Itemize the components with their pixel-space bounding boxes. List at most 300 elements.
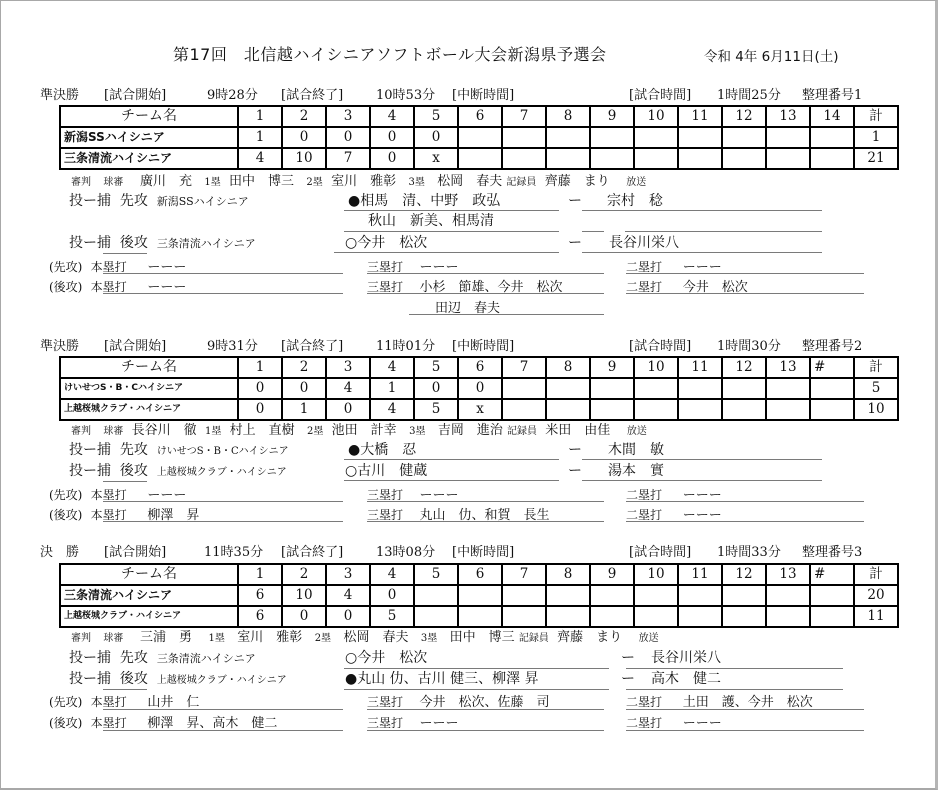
umpires-row bbox=[71, 173, 646, 191]
inning-header: 7 bbox=[502, 357, 546, 378]
inning-score bbox=[722, 399, 766, 420]
inning-score bbox=[810, 606, 854, 627]
inning-score bbox=[546, 606, 590, 627]
inning-score bbox=[458, 585, 502, 606]
third-base-umpire: 松岡 春夫 bbox=[437, 174, 503, 189]
inning-score bbox=[722, 585, 766, 606]
inning-score: 0 bbox=[238, 378, 282, 399]
table-row bbox=[60, 378, 898, 399]
inning-header: 10 bbox=[634, 106, 678, 127]
inning-score bbox=[590, 148, 634, 169]
total-column-header: 計 bbox=[854, 357, 898, 378]
team-column-header: チーム名 bbox=[60, 106, 238, 127]
game-round: 決 勝 bbox=[40, 545, 80, 560]
top-label: 先攻 bbox=[119, 650, 148, 666]
third-base-umpire: 田中 博三 bbox=[449, 630, 515, 645]
inning-score bbox=[678, 127, 722, 148]
inning-header: 13 bbox=[766, 106, 810, 127]
inning-score bbox=[502, 378, 546, 399]
inning-score bbox=[722, 127, 766, 148]
underline bbox=[367, 730, 604, 731]
inning-header: 9 bbox=[590, 357, 634, 378]
umpire-label: 審判 bbox=[71, 426, 91, 437]
inning-score bbox=[546, 585, 590, 606]
duration-value: 1時間25分 bbox=[717, 88, 781, 103]
inning-score: 10 bbox=[282, 585, 326, 606]
table-header-row bbox=[60, 564, 898, 585]
underline bbox=[103, 273, 343, 274]
inning-score bbox=[678, 378, 722, 399]
team-name: 上越桜城クラブ・ハイシニア bbox=[60, 399, 238, 420]
underline bbox=[344, 459, 559, 460]
duration-label: [試合時間] bbox=[629, 339, 692, 354]
total-score: 1 bbox=[854, 127, 898, 148]
underline bbox=[626, 689, 843, 690]
second-base-label: 2塁 bbox=[307, 426, 324, 437]
duration-label: [試合時間] bbox=[629, 88, 692, 103]
inning-score: 0 bbox=[326, 399, 370, 420]
inning-header: 12 bbox=[722, 564, 766, 585]
start-time: 11時35分 bbox=[204, 545, 264, 560]
underline bbox=[626, 521, 864, 522]
inning-header: 8 bbox=[546, 106, 590, 127]
home-runs: ーーー bbox=[147, 488, 187, 503]
home-runs: 山井 仁 bbox=[147, 695, 200, 710]
battery-bottom-row bbox=[69, 233, 256, 253]
umpires-row bbox=[71, 629, 659, 647]
battery-team: 上越桜城クラブ・ハイシニア bbox=[156, 675, 287, 686]
inning-score bbox=[810, 585, 854, 606]
inning-header: 14 bbox=[810, 106, 854, 127]
pause-label: [中断時間] bbox=[452, 545, 515, 560]
start-time: 9時28分 bbox=[207, 88, 258, 103]
inning-score bbox=[458, 606, 502, 627]
doubles-top bbox=[626, 691, 813, 710]
inning-header: # bbox=[810, 357, 854, 378]
second-base-umpire: 松岡 春夫 bbox=[343, 630, 409, 645]
team-name: 三条清流ハイシニア bbox=[60, 585, 238, 606]
underline bbox=[626, 293, 864, 294]
double-label: 二塁打 bbox=[626, 695, 663, 709]
underline bbox=[334, 252, 559, 253]
reference-number: 整理番号2 bbox=[802, 339, 863, 354]
second-base-label: 2塁 bbox=[306, 177, 323, 188]
bottom-label: 後攻 bbox=[119, 463, 148, 479]
doubles: ーーー bbox=[682, 508, 722, 523]
triples: ーーー bbox=[419, 716, 459, 731]
inning-header: 1 bbox=[238, 357, 282, 378]
team-name: 新潟SSハイシニア bbox=[60, 127, 238, 148]
inning-score bbox=[722, 378, 766, 399]
scoreboard-table bbox=[59, 105, 899, 170]
underline bbox=[103, 730, 343, 731]
end-label: [試合終了] bbox=[281, 88, 344, 103]
first-base-umpire: 室川 雅彰 bbox=[237, 630, 303, 645]
inning-header: 2 bbox=[282, 106, 326, 127]
table-header-row bbox=[60, 357, 898, 378]
first-base-umpire: 村上 直樹 bbox=[229, 423, 295, 438]
bottom-label: 後攻 bbox=[119, 671, 148, 687]
inning-header: 9 bbox=[590, 564, 634, 585]
scorer: 米田 由佳 bbox=[545, 423, 611, 438]
inning-score bbox=[722, 148, 766, 169]
reference-number: 整理番号1 bbox=[802, 88, 863, 103]
inning-score bbox=[590, 127, 634, 148]
home-run-label: 本塁打 bbox=[90, 280, 127, 294]
inning-header: 4 bbox=[370, 357, 414, 378]
inning-score: 1 bbox=[282, 399, 326, 420]
double-label: 二塁打 bbox=[626, 488, 663, 502]
inning-header: 13 bbox=[766, 357, 810, 378]
home-run-label: 本塁打 bbox=[90, 508, 127, 522]
battery-top-row bbox=[69, 648, 256, 668]
inning-score: 5 bbox=[414, 399, 458, 420]
underline bbox=[344, 231, 559, 232]
doubles: 今井 松次 bbox=[682, 280, 748, 295]
scorer: 齊藤 まり bbox=[557, 630, 623, 645]
underline bbox=[103, 253, 147, 254]
hits-top-row bbox=[49, 691, 199, 710]
triple-label: 三塁打 bbox=[367, 695, 404, 709]
scorer-label: 記録員 bbox=[507, 426, 538, 437]
inning-header: 8 bbox=[546, 564, 590, 585]
underline bbox=[625, 231, 822, 232]
inning-header: 12 bbox=[722, 357, 766, 378]
inning-header: 5 bbox=[414, 357, 458, 378]
inning-score: 0 bbox=[370, 148, 414, 169]
inning-score bbox=[766, 127, 810, 148]
duration-value: 1時間30分 bbox=[717, 339, 781, 354]
triple-label: 三塁打 bbox=[367, 260, 404, 274]
inning-header: 5 bbox=[414, 106, 458, 127]
third-base-label: 3塁 bbox=[409, 426, 426, 437]
triples: ーーー bbox=[419, 260, 459, 275]
triples: 丸山 仂、和賀 長生 bbox=[419, 508, 550, 523]
underline bbox=[582, 210, 822, 211]
scorer-label: 記録員 bbox=[518, 633, 549, 644]
underline bbox=[367, 273, 604, 274]
third-base-label: 3塁 bbox=[408, 177, 425, 188]
plate-umpire-label: 球審 bbox=[103, 177, 124, 188]
inning-score bbox=[634, 585, 678, 606]
team-name: 上越桜城クラブ・ハイシニア bbox=[60, 606, 238, 627]
inning-score: 0 bbox=[326, 606, 370, 627]
inning-score bbox=[590, 585, 634, 606]
inning-score: x bbox=[414, 148, 458, 169]
inning-score: 4 bbox=[326, 585, 370, 606]
battery-label: 投ー捕 bbox=[69, 671, 111, 687]
inning-score bbox=[502, 127, 546, 148]
triples: 小杉 節雄、今井 松次 bbox=[419, 280, 563, 295]
inning-score bbox=[546, 127, 590, 148]
double-label: 二塁打 bbox=[626, 260, 663, 274]
inning-score: 6 bbox=[238, 606, 282, 627]
scoreboard-table bbox=[59, 356, 899, 421]
inning-score: 0 bbox=[414, 127, 458, 148]
table-row bbox=[60, 399, 898, 420]
triples: ーーー bbox=[419, 488, 459, 503]
pitchers: ○今井 松次 bbox=[345, 650, 428, 666]
inning-score: 0 bbox=[370, 127, 414, 148]
inning-score bbox=[810, 378, 854, 399]
triples-cont: 田辺 春夫 bbox=[435, 301, 501, 316]
inning-score bbox=[502, 606, 546, 627]
triples-bottom bbox=[367, 712, 459, 731]
battery-team: 三条清流ハイシニア bbox=[156, 652, 256, 665]
plate-umpire: 三浦 勇 bbox=[139, 630, 192, 645]
total-column-header: 計 bbox=[854, 106, 898, 127]
inning-header: 10 bbox=[634, 564, 678, 585]
pitchers: ●丸山 仂、古川 健三、柳澤 昇 bbox=[345, 671, 539, 687]
start-label: [試合開始] bbox=[104, 545, 167, 560]
second-base-umpire: 室川 雅彰 bbox=[331, 174, 397, 189]
total-column-header: 計 bbox=[854, 564, 898, 585]
catcher: 高木 健二 bbox=[651, 671, 721, 687]
start-time: 9時31分 bbox=[207, 339, 258, 354]
inning-score bbox=[634, 148, 678, 169]
inning-score bbox=[590, 606, 634, 627]
pause-label: [中断時間] bbox=[452, 88, 515, 103]
catcher: 長谷川栄八 bbox=[609, 235, 679, 251]
table-header-row bbox=[60, 106, 898, 127]
scorer: 齊藤 まり bbox=[544, 174, 610, 189]
catcher: 長谷川栄八 bbox=[651, 650, 721, 666]
third-base-umpire: 吉岡 進治 bbox=[437, 423, 503, 438]
dash: ー bbox=[621, 671, 635, 687]
underline bbox=[626, 273, 864, 274]
battery-team: 新潟SSハイシニア bbox=[156, 195, 249, 208]
duration-value: 1時間33分 bbox=[717, 545, 781, 560]
dash: ー bbox=[568, 193, 582, 209]
battery-label: 投ー捕 bbox=[69, 193, 111, 209]
end-label: [試合終了] bbox=[281, 339, 344, 354]
inning-score bbox=[634, 606, 678, 627]
dash: ー bbox=[621, 650, 635, 666]
inning-score: 0 bbox=[282, 127, 326, 148]
battery-bottom-row bbox=[69, 461, 287, 481]
inning-header: 8 bbox=[546, 357, 590, 378]
team-name: けいせつS・B・Cハイシニア bbox=[60, 378, 238, 399]
underline bbox=[367, 521, 604, 522]
total-score: 10 bbox=[854, 399, 898, 420]
doubles: 土田 護、今井 松次 bbox=[682, 695, 813, 710]
home-run-label: 本塁打 bbox=[90, 716, 127, 730]
inning-score bbox=[546, 148, 590, 169]
table-row bbox=[60, 127, 898, 148]
home-run-label: 本塁打 bbox=[90, 260, 127, 274]
underline bbox=[367, 501, 604, 502]
inning-header: 11 bbox=[678, 106, 722, 127]
inning-score: 4 bbox=[326, 378, 370, 399]
inning-header: 1 bbox=[238, 564, 282, 585]
inning-score bbox=[590, 378, 634, 399]
pitchers: ○今井 松次 bbox=[345, 235, 428, 251]
total-score: 20 bbox=[854, 585, 898, 606]
first-base-label: 1塁 bbox=[204, 426, 222, 437]
inning-score bbox=[766, 585, 810, 606]
total-score: 21 bbox=[854, 148, 898, 169]
inning-score bbox=[502, 399, 546, 420]
plate-umpire-label: 球審 bbox=[103, 426, 124, 437]
team-column-header: チーム名 bbox=[60, 564, 238, 585]
inning-score: 4 bbox=[238, 148, 282, 169]
top-paren-label: (先攻) bbox=[49, 695, 83, 709]
total-score: 5 bbox=[854, 378, 898, 399]
inning-score bbox=[502, 148, 546, 169]
battery-label: 投ー捕 bbox=[69, 442, 111, 458]
inning-header: 11 bbox=[678, 564, 722, 585]
inning-header: 3 bbox=[326, 357, 370, 378]
inning-header: 3 bbox=[326, 106, 370, 127]
dash: ー bbox=[568, 442, 582, 458]
scorer-label: 記録員 bbox=[506, 177, 537, 188]
underline bbox=[103, 293, 343, 294]
pitchers: ○古川 健蔵 bbox=[345, 463, 428, 479]
inning-score bbox=[810, 127, 854, 148]
dash: ー bbox=[568, 235, 582, 251]
underline bbox=[582, 459, 822, 460]
underline bbox=[626, 709, 864, 710]
table-row bbox=[60, 148, 898, 169]
inning-score bbox=[634, 378, 678, 399]
inning-header: 6 bbox=[458, 106, 502, 127]
inning-header: 5 bbox=[414, 564, 458, 585]
inning-header: 7 bbox=[502, 106, 546, 127]
team-name: 三条清流ハイシニア bbox=[60, 148, 238, 169]
inning-score: 7 bbox=[326, 148, 370, 169]
inning-score bbox=[458, 127, 502, 148]
inning-score bbox=[414, 606, 458, 627]
start-label: [試合開始] bbox=[104, 339, 167, 354]
inning-score bbox=[458, 148, 502, 169]
inning-score: 10 bbox=[282, 148, 326, 169]
end-label: [試合終了] bbox=[281, 545, 344, 560]
underline bbox=[582, 252, 822, 253]
underline bbox=[367, 293, 604, 294]
pitchers-cont: 秋山 新美、相馬清 bbox=[368, 213, 494, 229]
inning-score bbox=[766, 399, 810, 420]
inning-header: 2 bbox=[282, 564, 326, 585]
first-base-label: 1塁 bbox=[204, 177, 221, 188]
doubles-bottom bbox=[626, 712, 722, 731]
pause-label: [中断時間] bbox=[452, 339, 515, 354]
pitchers: ●大橋 忍 bbox=[348, 442, 417, 458]
inning-score bbox=[502, 585, 546, 606]
inning-score bbox=[766, 606, 810, 627]
game-round: 準決勝 bbox=[40, 339, 80, 354]
triples: 今井 松次、佐藤 司 bbox=[419, 695, 550, 710]
battery-label: 投ー捕 bbox=[69, 463, 111, 479]
home-runs: ーーー bbox=[147, 280, 187, 295]
bottom-paren-label: (後攻) bbox=[49, 280, 83, 294]
team-column-header: チーム名 bbox=[60, 357, 238, 378]
third-base-label: 3塁 bbox=[420, 633, 438, 644]
top-paren-label: (先攻) bbox=[49, 260, 83, 274]
inning-header: 6 bbox=[458, 357, 502, 378]
double-label: 二塁打 bbox=[626, 280, 663, 294]
battery-bottom-row bbox=[69, 669, 287, 689]
inning-score bbox=[766, 148, 810, 169]
doubles: ーーー bbox=[682, 260, 722, 275]
inning-header: 4 bbox=[370, 106, 414, 127]
inning-score: 5 bbox=[370, 606, 414, 627]
home-run-label: 本塁打 bbox=[90, 695, 127, 709]
triple-label: 三塁打 bbox=[367, 716, 404, 730]
inning-score: 0 bbox=[282, 378, 326, 399]
plate-umpire: 廣川 充 bbox=[139, 174, 192, 189]
battery-label: 投ー捕 bbox=[69, 235, 111, 251]
bottom-paren-label: (後攻) bbox=[49, 716, 83, 730]
inning-score: 1 bbox=[238, 127, 282, 148]
inning-header: 11 bbox=[678, 357, 722, 378]
game-round: 準決勝 bbox=[40, 88, 80, 103]
underline bbox=[626, 730, 864, 731]
catcher: 宗村 稔 bbox=[607, 193, 663, 209]
inning-score bbox=[810, 399, 854, 420]
catcher: 湯本 實 bbox=[608, 463, 664, 479]
end-time: 13時08分 bbox=[376, 545, 436, 560]
announcer-label: 放送 bbox=[626, 426, 647, 437]
total-score: 11 bbox=[854, 606, 898, 627]
home-run-label: 本塁打 bbox=[90, 488, 127, 502]
doubles: ーーー bbox=[682, 488, 722, 503]
inning-score: 4 bbox=[370, 399, 414, 420]
inning-header: 1 bbox=[238, 106, 282, 127]
inning-header: 12 bbox=[722, 106, 766, 127]
table-row bbox=[60, 606, 898, 627]
underline bbox=[582, 480, 822, 481]
bottom-paren-label: (後攻) bbox=[49, 508, 83, 522]
first-base-umpire: 田中 博三 bbox=[229, 174, 295, 189]
inning-score bbox=[634, 399, 678, 420]
underline bbox=[367, 709, 604, 710]
announcer-label: 放送 bbox=[626, 177, 647, 188]
inning-score bbox=[590, 399, 634, 420]
inning-score bbox=[546, 378, 590, 399]
inning-score bbox=[546, 399, 590, 420]
plate-umpire-label: 球審 bbox=[103, 633, 124, 644]
inning-score bbox=[722, 606, 766, 627]
inning-header: 13 bbox=[766, 564, 810, 585]
inning-header: # bbox=[810, 564, 854, 585]
battery-team: けいせつS・B・Cハイシニア bbox=[156, 446, 289, 457]
inning-score bbox=[678, 585, 722, 606]
table-row bbox=[60, 585, 898, 606]
battery-top-row bbox=[69, 191, 249, 211]
underline bbox=[103, 501, 343, 502]
umpire-label: 審判 bbox=[71, 633, 91, 644]
bottom-label: 後攻 bbox=[119, 235, 148, 251]
inning-score: 1 bbox=[370, 378, 414, 399]
announcer-label: 放送 bbox=[638, 633, 659, 644]
document-date: 令和 4年 6月11日(土) bbox=[704, 49, 839, 65]
triple-label: 三塁打 bbox=[367, 280, 404, 294]
battery-team: 三条清流ハイシニア bbox=[156, 237, 256, 250]
battery-label: 投ー捕 bbox=[69, 650, 111, 666]
battery-top-row bbox=[69, 440, 289, 460]
inning-header: 3 bbox=[326, 564, 370, 585]
top-label: 先攻 bbox=[119, 442, 148, 458]
plate-umpire: 長谷川 徹 bbox=[131, 423, 197, 438]
inning-header: 10 bbox=[634, 357, 678, 378]
triples-top bbox=[367, 691, 550, 710]
underline bbox=[103, 689, 147, 690]
home-runs: ーーー bbox=[147, 260, 187, 275]
inning-header: 2 bbox=[282, 357, 326, 378]
end-time: 11時01分 bbox=[376, 339, 436, 354]
duration-label: [試合時間] bbox=[629, 545, 692, 560]
underline bbox=[582, 231, 604, 232]
